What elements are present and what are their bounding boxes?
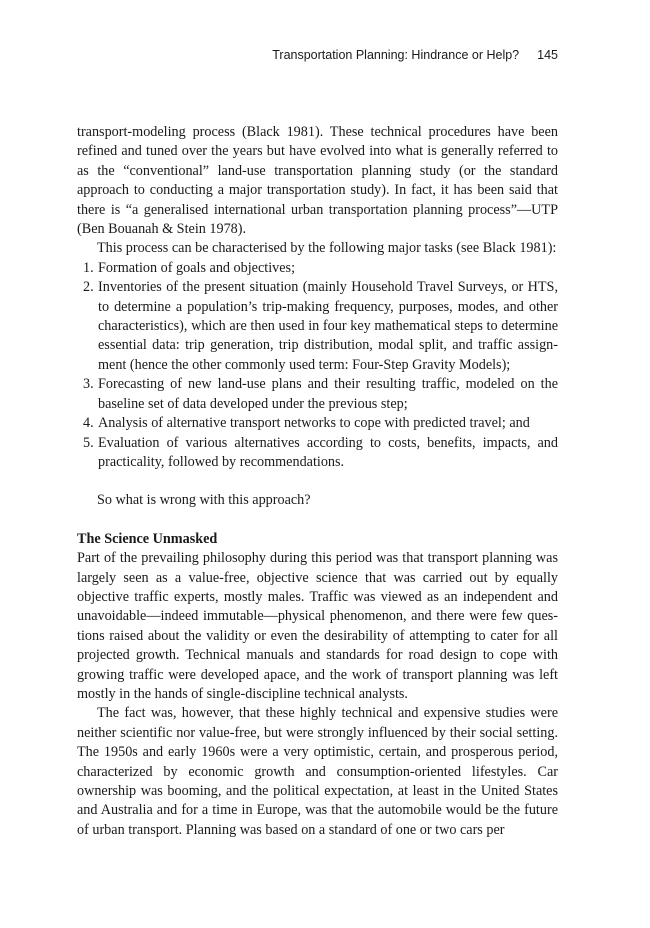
list-item-text: Inventories of the present situation (mainly Household Travel Surveys, or HTS, to determine a population’s trip-making frequency, purposes, modes, and other characteristics), which are then used in four key mathematical steps to determine essential data: trip generation, trip distribution, modal split, and traffic assignment (hence the other commonly used term: Four-Step Gravity Models); (98, 279, 558, 373)
list-item-number: 3. (83, 376, 94, 393)
running-header (77, 48, 558, 62)
list-item (77, 434, 558, 473)
task-list (77, 259, 558, 472)
paragraph-question: So what is wrong with this approach? (97, 492, 311, 509)
paragraph-continued: transport-modeling process (Black 1981). These technical procedures have been refined and tuned over the years but have evolved into what is generally referred to as the “conventional” land-use transportation planning study (or the standard approach to conducting a major transportation study). In fact, it has been said that there is “a generalised international urban transportation planning process”—UTP (Ben Bouanah & Stein 1978). (77, 124, 558, 238)
page-body (77, 123, 558, 840)
list-item-number: 1. (83, 259, 94, 276)
list-item (77, 278, 558, 375)
list-item-text: Analysis of alternative transport networks to cope with predicted travel; and (98, 415, 530, 432)
list-item-number: 5. (83, 434, 94, 451)
paragraph-tasks-intro: This process can be characterised by the following major tasks (see Black 1981): (97, 240, 557, 257)
paragraph-social-setting: The fact was, however, that these highly technical and expensive studies were neither scientific nor value-free, but were strongly influenced by their social setting. The 1950s and early 1960s were a very optimistic, certain, and prosperous period, characterized by economic growth and consumption-oriented lifestyles. Car ownership was booming, and the political expectation, at least in the United States and Australia and for a time in Europe, was that the automobile would be the future of urban transport. Planning was based on a standard of one or two cars per (77, 705, 558, 838)
list-item-text: Formation of goals and objectives; (98, 259, 296, 276)
list-item-text: Evaluation of various alternatives according to costs, benefits, impacts, and practicality, followed by recommendations. (98, 434, 558, 470)
page-number: 145 (537, 48, 558, 62)
list-item-number: 2. (83, 279, 94, 296)
list-item (77, 259, 558, 278)
running-title: Transportation Planning: Hindrance or Help? (272, 48, 520, 62)
list-item (77, 414, 558, 433)
section-heading: The Science Unmasked (77, 530, 218, 547)
list-item-text: Forecasting of new land-use plans and their resulting traffic, modeled on the baseline set of data developed under the previous step; (98, 376, 558, 412)
paragraph-philosophy: Part of the prevailing philosophy during this period was that transport planning was largely seen as a value-free, objective science that was carried out by equally objective traffic experts, mostly males. Traffic was viewed as an independent and unavoidable—indeed immutable—physical phenomenon, and there were few questions raised about the validity or even the desirability of attempting to cater for all projected growth. Technical manuals and standards for road design to cope with growing traffic were developed apace, and the work of transport planning was left mostly in the hands of single-discipline technical analysts. (77, 550, 558, 702)
list-item-number: 4. (83, 415, 94, 432)
list-item (77, 375, 558, 414)
